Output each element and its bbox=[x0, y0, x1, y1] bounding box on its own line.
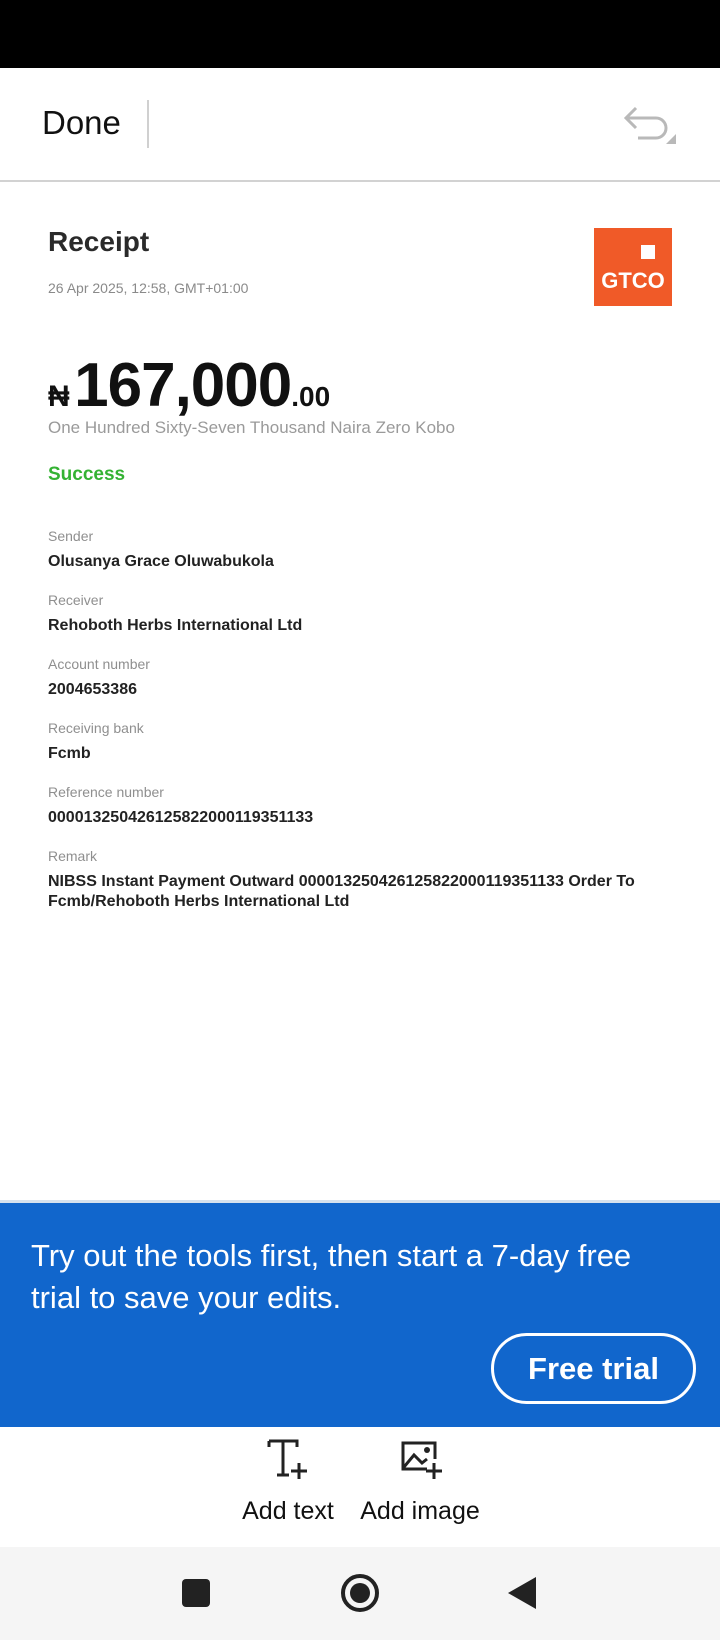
receipt-title: Receipt bbox=[48, 226, 150, 257]
free-trial-banner bbox=[0, 1200, 720, 1427]
system-nav-bar bbox=[0, 1547, 720, 1640]
add-text-label: Add text bbox=[242, 1497, 334, 1525]
amount bbox=[48, 350, 330, 420]
home-button[interactable] bbox=[336, 1569, 384, 1617]
remark-value: NIBSS Instant Payment Outward 000013250426125822000119351133 Order To Fcmb/Rehoboth Herbs International Ltd bbox=[48, 873, 635, 910]
circle-icon bbox=[340, 1573, 380, 1613]
account-number-label: Account number bbox=[48, 656, 150, 672]
receiver-label: Receiver bbox=[48, 592, 104, 608]
reference-number-value: 000013250426125822000119351133 bbox=[48, 809, 314, 826]
top-bar-divider bbox=[147, 100, 149, 148]
sender-label: Sender bbox=[48, 528, 94, 544]
amount-in-words: One Hundred Sixty-Seven Thousand Naira Zero Kobo bbox=[48, 418, 455, 437]
add-text-button[interactable] bbox=[227, 1437, 349, 1537]
status-badge: Success bbox=[48, 464, 126, 485]
add-text-icon bbox=[265, 1437, 311, 1481]
account-number-value: 2004653386 bbox=[48, 681, 137, 698]
promo-text: Try out the tools first, then start a 7-day free trial to save your edits. bbox=[31, 1238, 632, 1315]
remark-label: Remark bbox=[48, 848, 98, 864]
top-bar bbox=[0, 68, 720, 182]
receipt-datetime: 26 Apr 2025, 12:58, GMT+01:00 bbox=[48, 280, 249, 296]
logo-square bbox=[641, 245, 655, 259]
square-icon bbox=[180, 1577, 212, 1609]
add-image-button[interactable] bbox=[354, 1437, 486, 1537]
sender-value: Olusanya Grace Oluwabukola bbox=[48, 553, 274, 570]
logo-text: GTCO bbox=[601, 268, 665, 293]
receipt-document bbox=[0, 182, 720, 1200]
recents-button[interactable] bbox=[172, 1569, 220, 1617]
receiving-bank-label: Receiving bank bbox=[48, 720, 144, 736]
reference-number-label: Reference number bbox=[48, 784, 164, 800]
triangle-back-icon bbox=[506, 1575, 538, 1611]
done-button[interactable]: Done bbox=[42, 104, 121, 141]
undo-button[interactable] bbox=[620, 102, 678, 146]
add-image-icon bbox=[397, 1437, 443, 1481]
amount-cents: .00 bbox=[291, 381, 331, 412]
undo-icon bbox=[620, 102, 678, 146]
gtco-logo bbox=[594, 228, 672, 306]
receiving-bank-value: Fcmb bbox=[48, 745, 91, 762]
amount-main: 167,000 bbox=[74, 351, 292, 420]
edit-toolbar bbox=[0, 1427, 720, 1547]
free-trial-button[interactable]: Free trial bbox=[491, 1333, 696, 1404]
add-image-label: Add image bbox=[360, 1497, 480, 1525]
status-bar bbox=[0, 0, 720, 68]
receiver-value: Rehoboth Herbs International Ltd bbox=[48, 617, 303, 634]
back-button[interactable] bbox=[498, 1569, 546, 1617]
currency-symbol: ₦ bbox=[48, 380, 70, 413]
